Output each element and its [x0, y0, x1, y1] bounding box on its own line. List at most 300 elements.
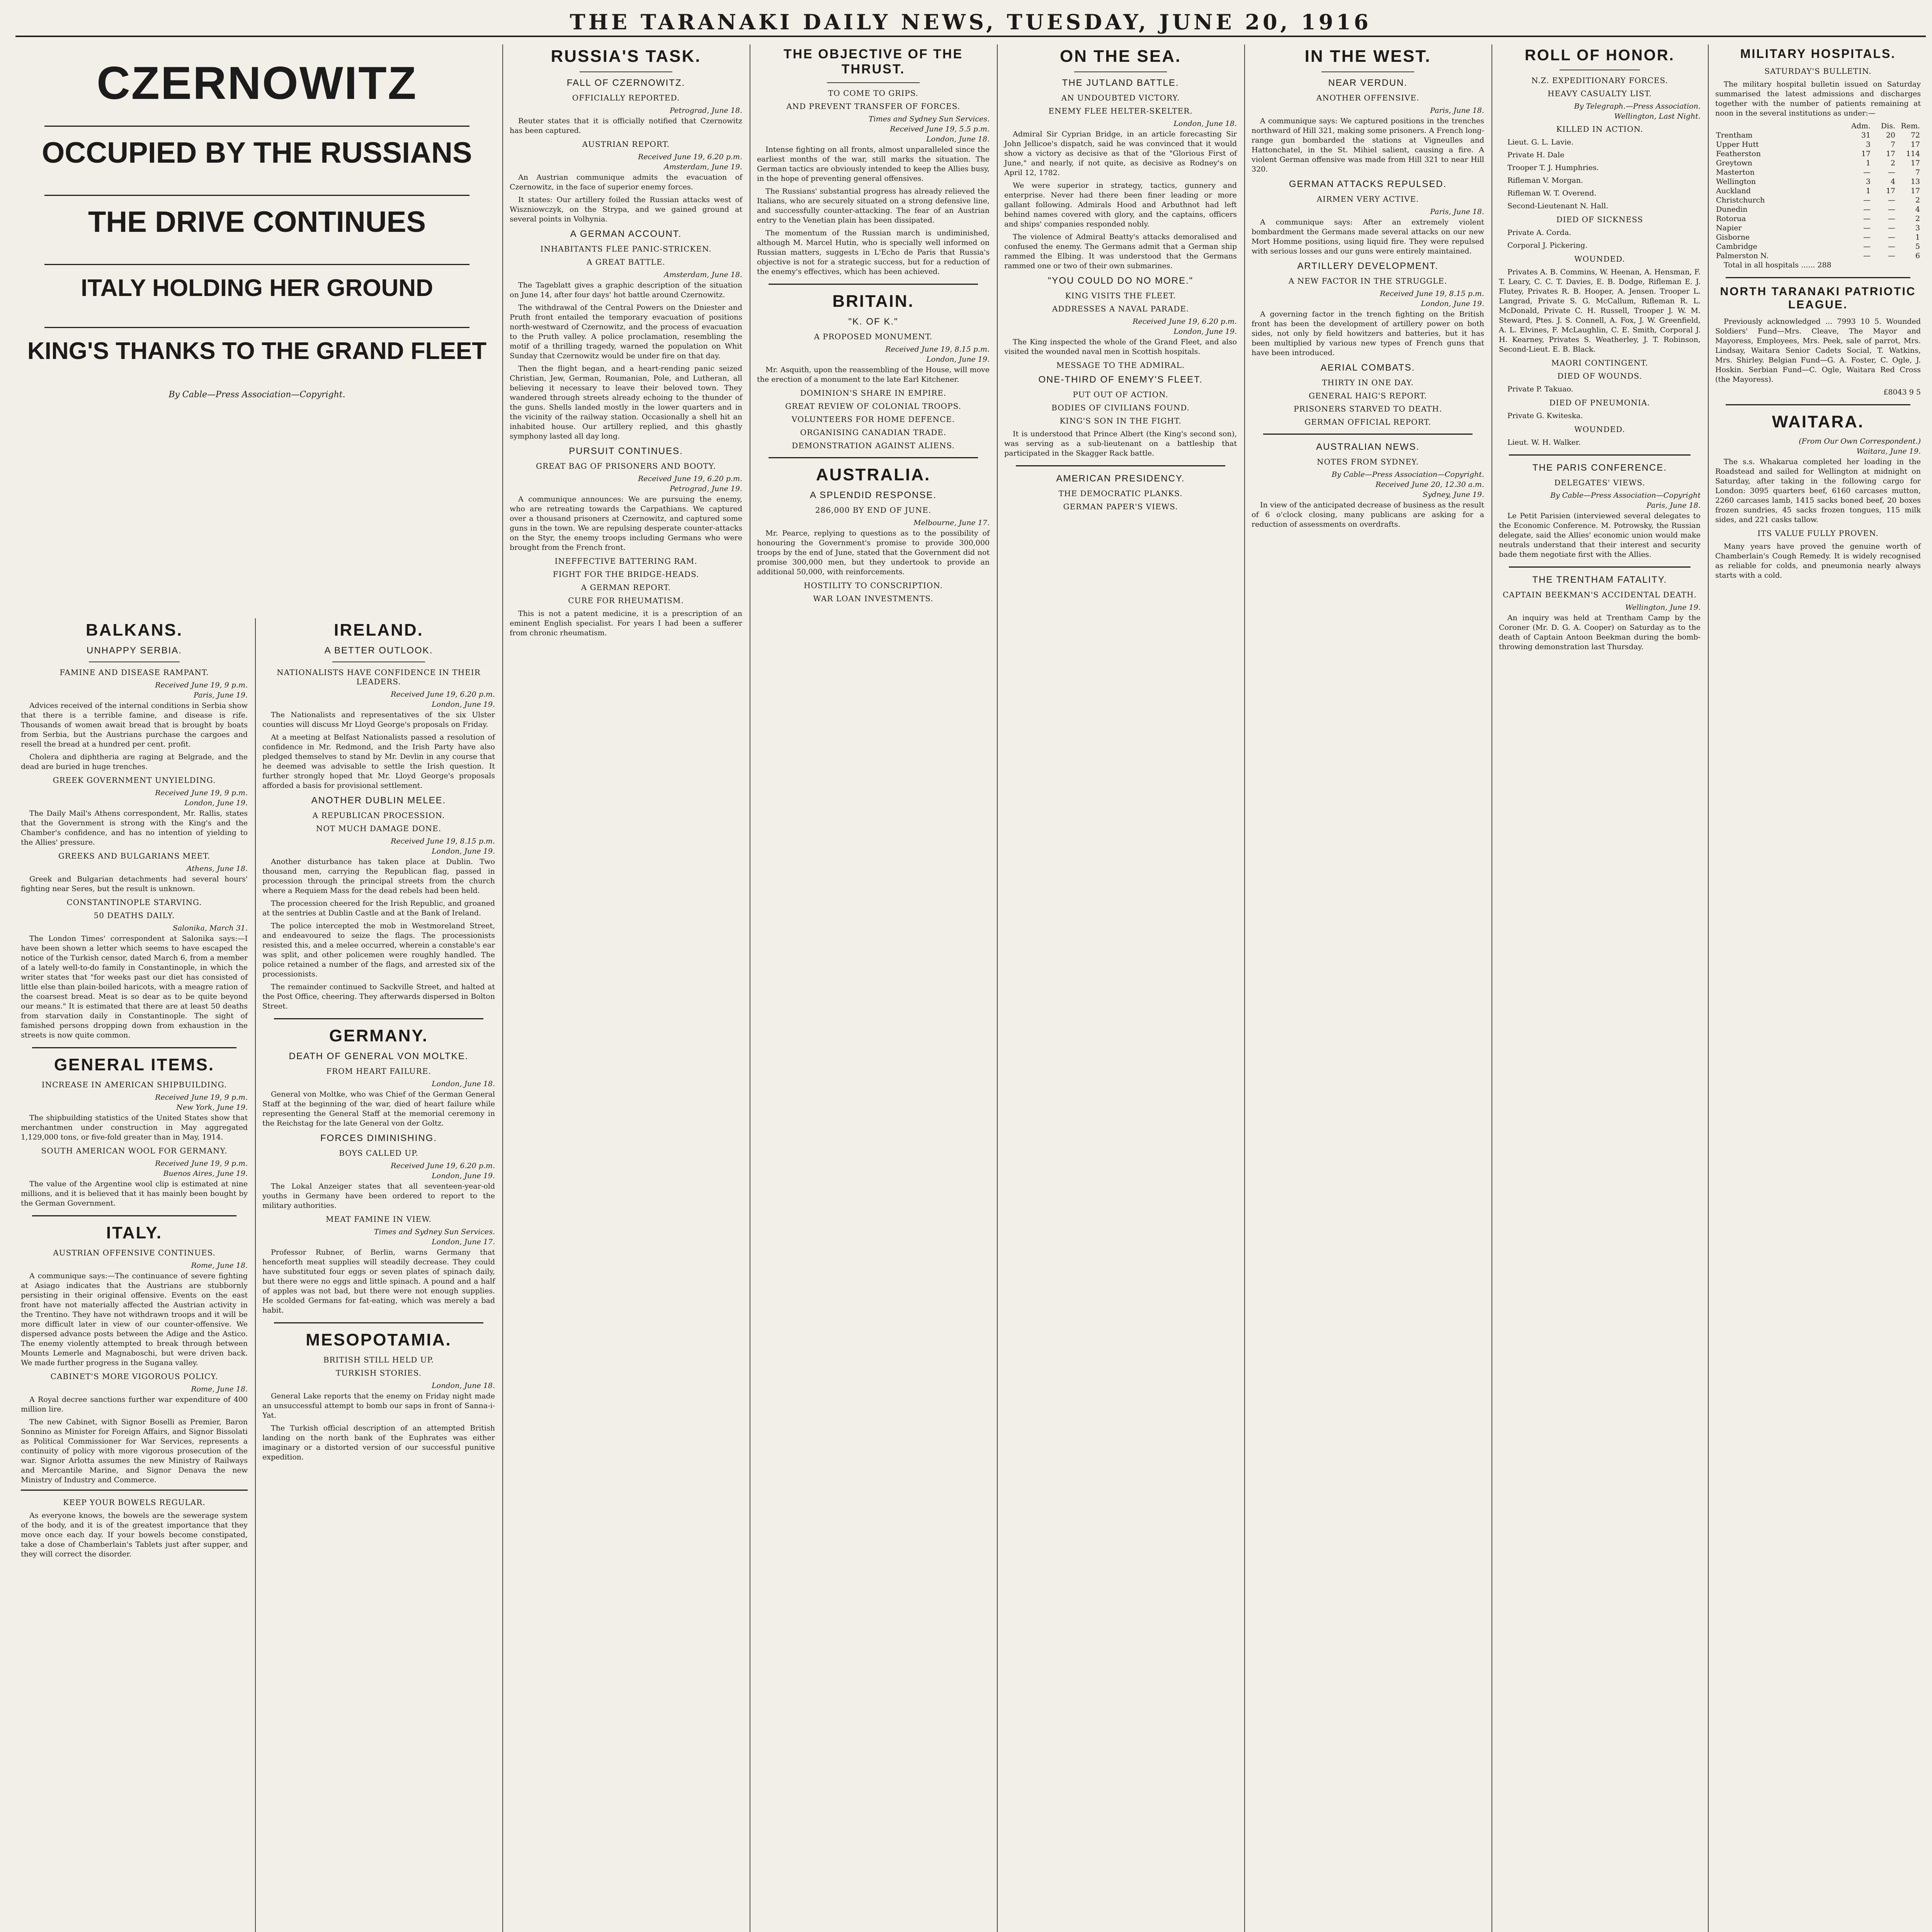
- paragraph: The remainder continued to Sackville Street, and halted at the Post Office, cheering. They afterwards dispersed in Bolton Street.: [262, 983, 495, 1010]
- paragraph: Professor Rubner, of Berlin, warns Germany that henceforth meat supplies will steadily decrease. They could have substituted four eggs or seven plates of spinach daily, but there were no eggs and little spinach. A pound and a half of apples was not bad, but there were not enough supplies. He scolded Germans for fat-eating, which was merely a bad habit.: [262, 1248, 495, 1315]
- dateline: Received June 19, 6.20 p.m.: [391, 1162, 495, 1170]
- subhead: GREEK GOVERNMENT UNYIELDING.: [53, 776, 216, 785]
- dateline: Received June 19, 6.20 p.m.: [638, 474, 742, 483]
- subhead: THE JUTLAND BATTLE.: [1062, 78, 1179, 88]
- dateline: Received June 19, 8.15 p.m.: [885, 345, 990, 354]
- paragraph: An inquiry was held at Trentham Camp by the Coroner (Mr. D. G. A. Cooper) on Saturday as to the death of Captain Antoon Beekman during the bomb-throwing demonstration last Thursday.: [1499, 614, 1701, 651]
- paragraph: The London Times' correspondent at Salonika says:—I have been shown a letter which seems to have escaped the notice of the Turkish censor, dated March 6, from a member of a lately well-to-do family in Constantinople, in which the writer states that "for weeks past our diet has consisted of little else than plain-boiled haricots, with a meagre ration of the coarsest bread. Meat is so dear as to be quite beyond our means." It is estimated that there are at least 50 deaths from starvation daily in Constantinople. The sight of famished persons dropping down from exhaustion in the streets is now quite common.: [21, 934, 248, 1039]
- table-cell: 1: [1866, 187, 1871, 195]
- subhead: FIGHT FOR THE BRIDGE-HEADS.: [553, 570, 699, 579]
- table-row: [1715, 251, 1921, 260]
- subhead: KING VISITS THE FLEET.: [1065, 291, 1176, 300]
- divider: [1321, 71, 1415, 72]
- dateline: London, June 19.: [432, 847, 495, 855]
- subhead: AERIAL COMBATS.: [1320, 362, 1415, 373]
- subhead: INEFFECTIVE BATTERING RAM.: [554, 556, 697, 566]
- column-hospitals: [1710, 44, 1926, 1932]
- paragraph: The withdrawal of the Central Powers on the Dniester and Pruth front entailed the temporary evacuation of positions north-westward of Czernowitz, and the process of evacuation to the Pruth valley. A police proclamation, resembling the motif of a thrilling tragedy, warned the population on Whit Sunday that Czernowitz would be under fire on that day.: [510, 303, 742, 360]
- paragraph: The value of the Argentine wool clip is estimated at nine millions, and it is believed that it has mainly been bought by the German Government.: [21, 1180, 248, 1208]
- subhead: A BETTER OUTLOOK.: [324, 645, 433, 656]
- subhead: "K. OF K.": [848, 316, 898, 327]
- dateline: Received June 20, 12.30 a.m.: [1375, 480, 1484, 489]
- paragraph: Another disturbance has taken place at Dublin. Two thousand men, carrying the Republican flag, passed in procession through the principal streets from the church where a Requiem Mass for the dead rebels had been held.: [262, 857, 495, 895]
- subhead: CAPTAIN BEEKMAN'S ACCIDENTAL DEATH.: [1502, 590, 1697, 599]
- table-cell: 7: [1915, 168, 1920, 177]
- subhead: WAR LOAN INVESTMENTS.: [813, 594, 934, 603]
- subhead: FROM HEART FAILURE.: [326, 1066, 431, 1076]
- subhead: AUSTRALIAN NEWS.: [1316, 442, 1420, 452]
- subhead: GENERAL HAIG'S REPORT.: [1308, 391, 1427, 400]
- dateline: London, June 19.: [432, 700, 495, 709]
- table-row: [1715, 196, 1921, 205]
- subhead: TURKISH STORIES.: [336, 1368, 422, 1378]
- subhead: KING'S SON IN THE FIGHT.: [1060, 416, 1182, 425]
- table-row: [1715, 242, 1921, 251]
- dateline: London, June 18.: [1173, 119, 1237, 128]
- table-cell: —: [1888, 233, 1895, 242]
- subhead: HOSTILITY TO CONSCRIPTION.: [804, 581, 943, 590]
- table-cell: 20: [1886, 131, 1895, 139]
- dateline: Sydney, June 19.: [1422, 490, 1484, 499]
- paragraph: The s.s. Whakarua completed her loading in the Roadstead and sailed for Wellington at midnight on Saturday, after taking in the following cargo for London: 3095 quarters beef, 6160 carcases mutton, 2260 carcases lamb, 1415 sacks boned beef, 20 boxes frozen sundries, 45 sacks frozen tongues, 115 milk sides, and 221 casks tallow.: [1715, 457, 1921, 524]
- subhead: ORGANISING CANADIAN TRADE.: [800, 428, 947, 437]
- dateline: By Cable—Press Association—Copyright.: [1332, 470, 1484, 479]
- column-rule: [997, 44, 998, 1932]
- column-balkans: [15, 618, 253, 1932]
- divider: [769, 457, 978, 458]
- column-header: Adm.: [1851, 122, 1871, 130]
- divider: [274, 1322, 483, 1323]
- subhead: THE DEMOCRATIC PLANKS.: [1058, 489, 1183, 498]
- paragraph: The King inspected the whole of the Grand Fleet, and also visited the wounded naval men in Scottish hospitals.: [1004, 338, 1237, 356]
- dateline: Times and Sydney Sun Services.: [868, 115, 990, 123]
- paragraph: Le Petit Parisien (interviewed several delegates to the Economic Conference. M. Potrowsky, the Russian delegate, said the Allies' economic union would make neutrals understand that their interest and security bade them negotiate first with the Allies.: [1499, 512, 1701, 559]
- table-row: [1715, 177, 1921, 186]
- divider: [44, 327, 469, 328]
- table-cell: 17: [1886, 187, 1895, 195]
- subhead: GREAT REVIEW OF COLONIAL TROOPS.: [785, 401, 961, 411]
- table-cell: —: [1863, 168, 1871, 177]
- column-ireland: [257, 618, 500, 1932]
- dateline: London, June 17.: [432, 1238, 495, 1246]
- table-cell: —: [1888, 168, 1895, 177]
- section-head-west: IN THE WEST.: [1304, 47, 1431, 66]
- paragraph: The Lokal Anzeiger states that all seventeen-year-old youths in Germany have been ordered to report to the military authorities.: [262, 1182, 495, 1210]
- list-item: Rifleman W. T. Overend.: [1507, 189, 1597, 197]
- table-cell: Upper Hutt: [1716, 140, 1759, 149]
- subhead: INHABITANTS FLEE PANIC-STRICKEN.: [540, 244, 712, 253]
- section-head-sea: ON THE SEA.: [1060, 47, 1182, 66]
- paragraph: A communique announces: We are pursuing the enemy, who are retreating towards the Carpathians. We captured over a thousand prisoners at Czernowitz, and captured some guns in the town. We are repulsing desperate counter-attacks on the Styr, the enemy troops including Germans who were brought from the French front.: [510, 495, 742, 552]
- subhead: FORCES DIMINISHING.: [320, 1133, 437, 1143]
- dateline: Amsterdam, June 18.: [664, 270, 742, 279]
- paragraph: General von Moltke, who was Chief of the German General Staff at the beginning of the war, died of heart failure while representing the General Staff at the memorial ceremony in the Reichstag for the late General von der Goltz.: [262, 1090, 495, 1128]
- paragraph: The shipbuilding statistics of the United States show that merchantmen under construction in May aggregated 1,129,000 tons, or five-fold greater than in May, 1914.: [21, 1114, 248, 1141]
- divider: [44, 195, 469, 196]
- dateline: Paris, June 18.: [1646, 501, 1701, 510]
- paragraph: At a meeting at Belfast Nationalists passed a resolution of confidence in Mr. Redmond, and the Irish Party have also pledged themselves to stand by Mr. Devlin in any course that he deemed was advisable to settle the Irish question. It further strongly hoped that Mr. Lloyd George's proposals afforded a basis for provisional settlement.: [262, 733, 495, 790]
- subhead: AND PREVENT TRANSFER OF FORCES.: [786, 102, 960, 111]
- table-cell: 17: [1861, 150, 1871, 158]
- dateline: Rome, June 18.: [191, 1385, 248, 1393]
- column-sea: [999, 44, 1242, 1932]
- section-head-mesopotamia: MESOPOTAMIA.: [306, 1330, 452, 1349]
- section-head-hospitals: MILITARY HOSPITALS.: [1740, 47, 1896, 61]
- subhead: GERMAN ATTACKS REPULSED.: [1289, 179, 1447, 189]
- dateline: Times and Sydney Sun Services.: [374, 1228, 495, 1236]
- subhead: MESSAGE TO THE ADMIRAL.: [1056, 361, 1185, 370]
- subhead: BOYS CALLED UP.: [339, 1148, 418, 1158]
- dateline: Petrograd, June 18.: [670, 106, 742, 115]
- paragraph: The Nationalists and representatives of the six Ulster counties will discuss Mr Lloyd George's proposals on Friday.: [262, 711, 495, 729]
- subhead: SATURDAY'S BULLETIN.: [1764, 66, 1872, 76]
- paragraph: The Tageblatt gives a graphic description of the situation on June 14, after four days' hot battle around Czernowitz.: [510, 281, 742, 299]
- table-header: [1715, 121, 1921, 131]
- subhead: A NEW FACTOR IN THE STRUGGLE.: [1288, 276, 1447, 286]
- table-cell: —: [1888, 242, 1895, 251]
- dateline: Wellington, June 19.: [1625, 603, 1701, 612]
- list-item: Lieut. W. H. Walker.: [1507, 438, 1581, 447]
- column-rule: [502, 44, 503, 1932]
- column-rule: [1244, 44, 1245, 1932]
- headline-drive: THE DRIVE CONTINUES: [88, 206, 426, 238]
- dateline: Paris, June 18.: [1430, 207, 1484, 216]
- subhead: THIRTY IN ONE DAY.: [1322, 378, 1414, 387]
- paragraph: Admiral Sir Cyprian Bridge, in an article forecasting Sir John Jellicoe's dispatch, said he was convinced that it would show a victory as decisive as that of the "Glorious First of June," and nearly, if not quite, as decisive as Rodney's on April 12, 1782.: [1004, 130, 1237, 177]
- column-russia: [504, 44, 748, 1932]
- section-head-league: NORTH TARANAKI PATRIOTIC LEAGUE.: [1720, 285, 1916, 311]
- paragraph: The police intercepted the mob in Westmoreland Street, and endeavoured to seize the flags. The processionists resisted this, and a melee occurred, wherein a constable's ear was split, and other policemen were roughly handled. The police retained a number of the flags, and arrested six of the processionists.: [262, 922, 495, 978]
- list-item: Trooper T. J. Humphries.: [1507, 163, 1599, 172]
- subhead: CURE FOR RHEUMATISM.: [568, 596, 684, 605]
- subhead: CABINET'S MORE VIGOROUS POLICY.: [50, 1372, 218, 1381]
- subhead: GERMAN PAPER'S VIEWS.: [1063, 502, 1178, 511]
- masthead-title: THE TARANAKI DAILY NEWS, TUESDAY, JUNE 20, 1916: [570, 10, 1372, 34]
- table-cell: Dunedin: [1716, 205, 1748, 214]
- subhead: BRITISH STILL HELD UP.: [323, 1355, 434, 1364]
- subhead: HEAVY CASUALTY LIST.: [1548, 89, 1652, 98]
- paragraph: As everyone knows, the bowels are the sewerage system of the body, and it is of the greatest importance that they move once each day. If your bowels become constipated, take a dose of Chamberlain's Tablets just after supper, and they will correct the disorder.: [21, 1511, 248, 1558]
- subhead: ITS VALUE FULLY PROVEN.: [1757, 529, 1879, 538]
- table-cell: 31: [1861, 131, 1871, 139]
- subhead: ENEMY FLEE HELTER-SKELTER.: [1048, 106, 1193, 116]
- paragraph: It states: Our artillery foiled the Russian attacks west of Wiszniowczyk, on the Strypa, and we gained ground at several points in Volhynia.: [510, 196, 742, 223]
- column-header: Dis.: [1881, 122, 1895, 130]
- table-row: [1715, 168, 1921, 177]
- subhead: "YOU COULD DO NO MORE.": [1048, 276, 1194, 286]
- subhead: TO COME TO GRIPS.: [828, 88, 919, 98]
- paragraph: Previously acknowledged ... 7993 10 5. Wounded Soldiers' Fund—Mrs. Cleave, The Mayor and Mayoress, Employees, Mrs. Peek, sale of parrot, Mrs. Lindsay, Waitara Senior Cadets Social, T. Watkins, Mrs. Shirley. Belgian Fund—G. A. Foster, C. Ogle, J. Hoskin. Serbian Fund—C. Ogle, Waitara Red Cross (the Mayoress).: [1715, 317, 1921, 384]
- table-cell: 3: [1866, 140, 1871, 149]
- table-cell: 1: [1866, 159, 1871, 167]
- subhead: GREEKS AND BULGARIANS MEET.: [58, 851, 211, 861]
- section-head-balkans: BALKANS.: [85, 621, 183, 639]
- subhead: NEAR VERDUN.: [1328, 78, 1408, 88]
- subhead: WOUNDED.: [1574, 425, 1625, 434]
- list-item: Private P. Takuao.: [1507, 385, 1573, 393]
- table-row: [1715, 223, 1921, 233]
- table-cell: 1: [1915, 233, 1920, 242]
- paragraph: Privates A. B. Commins, W. Heenan, A. Hensman, F. T. Leary, C. C. T. Davies, E. B. Dodge, Rifleman E. J. Flutey, Privates R. B. Hooper, A. Jensen. Trooper L. Langrad, Private S. G. McCallum, Rifleman R. L. McDonald, Private C. H. Russell, Trooper J. W. M. Steward, Ptes. J. S. Connell, A. Fox, J. W. Greenfield, A. L. Elvines, F. McLaughlin, C. E. Smith, Corporal J. H. Kearney, Privates S. Weatherley, J. T. Robinson, Second-Lieut. E. B. Black.: [1499, 268, 1701, 354]
- dateline: London, June 18.: [432, 1080, 495, 1088]
- paragraph: In view of the anticipated decrease of business as the result of 6 o'clock closing, many publicans are asking for a reduction of assessments on overdrafts.: [1252, 501, 1484, 529]
- subhead: OFFICIALLY REPORTED.: [572, 93, 680, 102]
- dateline: London, June 19.: [184, 799, 248, 807]
- list-item: Private A. Corda.: [1507, 228, 1571, 237]
- paragraph: This is not a patent medicine, it is a prescription of an eminent English specialist. For years I had been a sufferer from chronic rheumatism.: [510, 609, 742, 637]
- subhead: DIED OF SICKNESS: [1556, 215, 1643, 224]
- subhead: PRISONERS STARVED TO DEATH.: [1293, 404, 1442, 413]
- list-item: Second-Lieutenant N. Hall.: [1507, 202, 1609, 210]
- subhead: PURSUIT CONTINUES.: [569, 446, 683, 456]
- table-cell: Wellington: [1716, 177, 1756, 186]
- subhead: A GERMAN ACCOUNT.: [570, 229, 682, 239]
- headline-czernowitz: CZERNOWITZ: [97, 57, 417, 109]
- divider: [32, 1047, 236, 1048]
- table-cell: Greytown: [1716, 159, 1752, 167]
- subhead: FAMINE AND DISEASE RAMPANT.: [60, 668, 209, 677]
- divider: [1726, 277, 1911, 278]
- table-cell: 17: [1886, 150, 1895, 158]
- table-cell: —: [1888, 252, 1895, 260]
- table-row: [1715, 233, 1921, 242]
- table-cell: Auckland: [1716, 187, 1751, 195]
- section-head-general: GENERAL ITEMS.: [54, 1055, 215, 1074]
- subhead: BODIES OF CIVILIANS FOUND.: [1051, 403, 1190, 412]
- subhead: A SPLENDID RESPONSE.: [810, 490, 937, 500]
- dateline: By Cable—Press Association—Copyright: [1550, 491, 1701, 500]
- paragraph: The Turkish official description of an attempted British landing on the north bank of the Euphrates was either imaginary or a distorted version of our successful punitive expedition.: [262, 1424, 495, 1461]
- column-rule: [1708, 44, 1709, 1932]
- dateline: Paris, June 18.: [1430, 106, 1484, 115]
- paragraph: Many years have proved the genuine worth of Chamberlain's Cough Remedy. It is widely recognised as reliable for colds, and pneumonia nearly always starts with a cold.: [1715, 542, 1921, 580]
- subhead: AUSTRIAN OFFENSIVE CONTINUES.: [53, 1248, 216, 1257]
- dateline: Received June 19, 9 p.m.: [155, 681, 248, 689]
- table-row: [1715, 158, 1921, 168]
- dateline: London, June 18.: [432, 1381, 495, 1390]
- lead-story-headlines: [15, 44, 498, 616]
- subhead: AIRMEN VERY ACTIVE.: [1316, 194, 1419, 204]
- table-cell: Rotorua: [1716, 214, 1746, 223]
- table-cell: —: [1863, 252, 1871, 260]
- table-cell: 4: [1890, 177, 1895, 186]
- divider: [1263, 434, 1473, 435]
- column-header: Rem.: [1901, 122, 1920, 130]
- dateline: Waitara, June 19.: [1856, 447, 1921, 456]
- headline-italy: ITALY HOLDING HER GROUND: [81, 275, 433, 301]
- dateline: Amsterdam, June 19.: [664, 163, 742, 171]
- table-cell: —: [1888, 214, 1895, 223]
- list-item: Private G. Kwiteska.: [1507, 412, 1583, 420]
- list-item: Corporal J. Pickering.: [1507, 241, 1588, 250]
- table-cell: 17: [1910, 140, 1920, 149]
- subhead: NOT MUCH DAMAGE DONE.: [316, 824, 442, 833]
- paragraph: A governing factor in the trench fighting on the British front has been the development of artillery power on both sides, not only by field howitzers and batteries, but it has been multiplied by various new types of French guns that have been introduced.: [1252, 310, 1484, 357]
- table-cell: —: [1888, 205, 1895, 214]
- section-head-thrust: THE OBJECTIVE OF THE THRUST.: [783, 47, 963, 77]
- divider: [769, 284, 978, 285]
- dateline: New York, June 19.: [176, 1103, 248, 1112]
- paragraph: A communique says: After an extremely violent bombardment the Germans made several attacks on our new Mort Homme positions, using liquid fire. They were repulsed with serious losses and our guns were entirely maintained.: [1252, 218, 1484, 255]
- dateline: Salonika, March 31.: [172, 924, 248, 932]
- dateline: London, June 19.: [1421, 299, 1484, 308]
- table-cell: —: [1863, 205, 1871, 214]
- subhead: SOUTH AMERICAN WOOL FOR GERMANY.: [41, 1146, 228, 1155]
- subhead: DEMONSTRATION AGAINST ALIENS.: [792, 441, 955, 450]
- subhead: AUSTRIAN REPORT.: [582, 139, 670, 149]
- subhead: NATIONALISTS HAVE CONFIDENCE IN THEIR LEADERS.: [277, 668, 481, 686]
- sum-total: £8043 9 5: [1883, 388, 1921, 396]
- table-cell: —: [1863, 233, 1871, 242]
- paragraph: Intense fighting on all fronts, almost unparalleled since the earliest months of the war, still marks the situation. The German tactics are obviously intended to keep the Allies busy, in the hope of preventing general offensives.: [757, 145, 990, 183]
- table-cell: 5: [1915, 242, 1920, 251]
- paragraph: It is understood that Prince Albert (the King's second son), was serving as a sub-lieutenant on a battleship that participated in the Skagger Rack battle.: [1004, 430, 1237, 457]
- subhead: THE TRENTHAM FATALITY.: [1532, 575, 1667, 585]
- table-cell: 4: [1915, 205, 1920, 214]
- paragraph: A Royal decree sanctions further war expenditure of 400 million lire.: [21, 1395, 248, 1413]
- table-cell: Christchurch: [1716, 196, 1765, 204]
- column-thrust: [752, 44, 995, 1932]
- dateline: London, June 19.: [926, 355, 990, 364]
- masthead: [15, 9, 1926, 37]
- section-head-russia: RUSSIA'S TASK.: [551, 47, 701, 66]
- subhead: MAORI CONTINGENT.: [1551, 358, 1648, 367]
- hospital-table: [1715, 121, 1921, 260]
- table-cell: —: [1863, 214, 1871, 223]
- table-cell: 17: [1910, 159, 1920, 167]
- dateline: By Telegraph.—Press Association.: [1574, 102, 1701, 111]
- paragraph: The Daily Mail's Athens correspondent, Mr. Rallis, states that the Government is strong with the King's and the Chamber's confidence, and has no intention of yielding to the Allies' pressure.: [21, 809, 248, 847]
- ad-head: KEEP YOUR BOWELS REGULAR.: [63, 1498, 206, 1507]
- table-row: [1715, 205, 1921, 214]
- column-west: [1246, 44, 1490, 1932]
- subhead: DOMINION'S SHARE IN EMPIRE.: [800, 388, 947, 398]
- list-item: Lieut. G. L. Lavie.: [1507, 138, 1574, 146]
- headline-occupied: OCCUPIED BY THE RUSSIANS: [42, 136, 472, 169]
- paragraph: A communique says: We captured positions in the trenches northward of Hill 321, making some prisoners. A French long-range gun bombarded the stations at Vigneulles and Hattonchatel, in the St. Mihiel salient, causing a fire. A violent German offensive was made from Hill 321 to near Hill 320.: [1252, 117, 1484, 173]
- subhead: GERMAN OFFICIAL REPORT.: [1304, 417, 1431, 427]
- divider: [1509, 454, 1690, 456]
- dateline: Received June 19, 6.20 p.m.: [1133, 317, 1237, 326]
- table-cell: Palmerston N.: [1716, 252, 1769, 260]
- table-cell: —: [1863, 242, 1871, 251]
- subhead: GREAT BAG OF PRISONERS AND BOOTY.: [536, 461, 716, 471]
- dateline: London, June 19.: [1173, 327, 1237, 336]
- paragraph: The Russians' substantial progress has already relieved the Italians, who are securely situated on a strong defensive line, and successfully counter-attacking. The fear of an Austrian entry to the Venetian plain has been dissipated.: [757, 187, 990, 224]
- table-cell: 7: [1890, 140, 1895, 149]
- paragraph: Greek and Bulgarian detachments had several hours' fighting near Seres, but the result is unknown.: [21, 875, 248, 893]
- paragraph: An Austrian communique admits the evacuation of Czernowitz, in the face of superior enemy forces.: [510, 173, 742, 191]
- table-total: Total in all hospitals ...... 288: [1724, 261, 1832, 269]
- divider: [44, 264, 469, 265]
- table-cell: —: [1863, 196, 1871, 204]
- table-row: [1715, 131, 1921, 140]
- table-cell: 3: [1915, 224, 1920, 232]
- paragraph: The procession cheered for the Irish Republic, and groaned at the sentries at Dublin Castle and at the Bank of Ireland.: [262, 899, 495, 917]
- subhead: ONE-THIRD OF ENEMY'S FLEET.: [1038, 374, 1203, 385]
- dateline: Paris, June 19.: [194, 691, 248, 699]
- subhead: ARTILLERY DEVELOPMENT.: [1297, 261, 1439, 271]
- subhead: 286,000 BY END OF JUNE.: [815, 505, 932, 515]
- table-cell: 3: [1866, 177, 1871, 186]
- subhead: DEATH OF GENERAL VON MOLTKE.: [289, 1051, 469, 1061]
- subhead: ANOTHER DUBLIN MELEE.: [311, 795, 446, 806]
- paragraph: The new Cabinet, with Signor Boselli as Premier, Baron Sonnino as Minister for Foreign Affairs, and Signor Bissolati as Political Commissioner for War Services, represents a continuity of policy with more vigorous prosecution of the war. Signor Arlotta assumes the new Ministry of Railways and Mercantile Marine, and Signor Denava the new Ministry of Industry and Commerce.: [21, 1418, 248, 1484]
- subhead: A GREAT BATTLE.: [587, 257, 665, 267]
- table-cell: 114: [1906, 150, 1920, 158]
- subhead: FALL OF CZERNOWITZ.: [566, 78, 685, 88]
- subhead: MEAT FAMINE IN VIEW.: [326, 1214, 432, 1224]
- table-row: [1715, 149, 1921, 158]
- headline-king: KING'S THANKS TO THE GRAND FLEET: [27, 338, 487, 364]
- list-item: Rifleman V. Morgan.: [1507, 176, 1583, 185]
- dateline: Received June 19, 9 p.m.: [155, 789, 248, 797]
- table-row: [1715, 186, 1921, 196]
- dateline: Received June 19, 8.15 p.m.: [391, 837, 495, 845]
- table-cell: Featherston: [1716, 150, 1761, 158]
- column-rule: [255, 618, 256, 1932]
- divider: [827, 82, 920, 83]
- subhead: A PROPOSED MONUMENT.: [814, 332, 933, 341]
- table-cell: —: [1888, 224, 1895, 232]
- section-head-italy: ITALY.: [106, 1223, 163, 1242]
- subhead: VOLUNTEERS FOR HOME DEFENCE.: [791, 415, 955, 424]
- section-head-britain: BRITAIN.: [832, 292, 914, 311]
- subhead: ADDRESSES A NAVAL PARADE.: [1052, 304, 1189, 313]
- table-cell: 17: [1910, 187, 1920, 195]
- subhead: AN UNDOUBTED VICTORY.: [1061, 93, 1180, 102]
- subhead: DELEGATES' VIEWS.: [1554, 478, 1645, 487]
- dateline: Received June 19, 5.5 p.m.: [890, 125, 990, 133]
- dateline: (From Our Own Correspondent.): [1799, 437, 1921, 446]
- dateline: London, June 18.: [926, 135, 990, 143]
- dateline: Received June 19, 6.20 p.m.: [638, 153, 742, 161]
- subhead: INCREASE IN AMERICAN SHIPBUILDING.: [41, 1080, 227, 1089]
- paragraph: The military hospital bulletin issued on Saturday summarised the latest admissions and discharges together with the number of patients remaining at noon in the several institutions as under:—: [1715, 80, 1921, 117]
- subhead: KILLED IN ACTION.: [1556, 124, 1643, 134]
- divider: [32, 1215, 236, 1216]
- dateline: Athens, June 18.: [186, 864, 248, 873]
- subhead: DIED OF PNEUMONIA.: [1549, 398, 1650, 407]
- divider: [274, 1018, 483, 1019]
- paragraph: The momentum of the Russian march is undiminished, although M. Marcel Hutin, who is specially well informed on Russian matters, suggests in L'Echo de Paris that Russia's objective is not for a strategic success, but for a reduction of the enemy's effectives, which has been achieved.: [757, 229, 990, 276]
- subhead: PUT OUT OF ACTION.: [1073, 390, 1168, 399]
- subhead: 50 DEATHS DAILY.: [94, 911, 175, 920]
- dateline: London, June 19.: [432, 1172, 495, 1180]
- section-head-australia: AUSTRALIA.: [816, 465, 931, 484]
- subhead: A GERMAN REPORT.: [581, 583, 671, 592]
- table-cell: Gisborne: [1716, 233, 1750, 242]
- divider: [1509, 566, 1690, 568]
- paragraph: Cholera and diphtheria are raging at Belgrade, and the dead are buried in huge trenches.: [21, 753, 248, 771]
- dateline: Buenos Aires, June 19.: [163, 1169, 248, 1178]
- section-head-honor: ROLL OF HONOR.: [1525, 47, 1675, 64]
- advertisement: [21, 1490, 248, 1559]
- paragraph: Advices received of the internal conditions in Serbia show that there is a terrible famine, and disease is rife. Thousands of women await bread that is brought by boats from Serbia, but the Austrians purchase the cargoes and resell the bread at a hundred per cent. profit.: [21, 701, 248, 748]
- subhead: A REPUBLICAN PROCESSION.: [312, 811, 445, 820]
- dateline: Melbourne, June 17.: [913, 519, 990, 527]
- subhead: THE PARIS CONFERENCE.: [1532, 463, 1667, 473]
- table-cell: Masterton: [1716, 168, 1755, 177]
- subhead: WOUNDED.: [1574, 254, 1625, 264]
- paragraph: A communique says:—The continuance of severe fighting at Asiago indicates that the Austrians are stubbornly persisting in their original offensive. Events on the east front have not materially affected the Austrian activity in the Trentino. They have not withdrawn troops and it will be more difficult later in view of our counter-offensive. We dispersed advance posts between the Adige and the Astico. The enemy violently attempted to break through between Mounts Lemerle and Magnaboschi, but were driven back. We made further progress in the Sugana valley.: [21, 1272, 248, 1367]
- list-item: Private H. Dale: [1507, 151, 1565, 159]
- dateline: Received June 19, 9 p.m.: [155, 1159, 248, 1168]
- table-cell: —: [1888, 196, 1895, 204]
- dateline: Received June 19, 8.15 p.m.: [1380, 289, 1484, 298]
- table-cell: Napier: [1716, 224, 1742, 232]
- paragraph: Mr. Asquith, upon the reassembling of the House, will move the erection of a monument to the late Earl Kitchener.: [757, 366, 990, 384]
